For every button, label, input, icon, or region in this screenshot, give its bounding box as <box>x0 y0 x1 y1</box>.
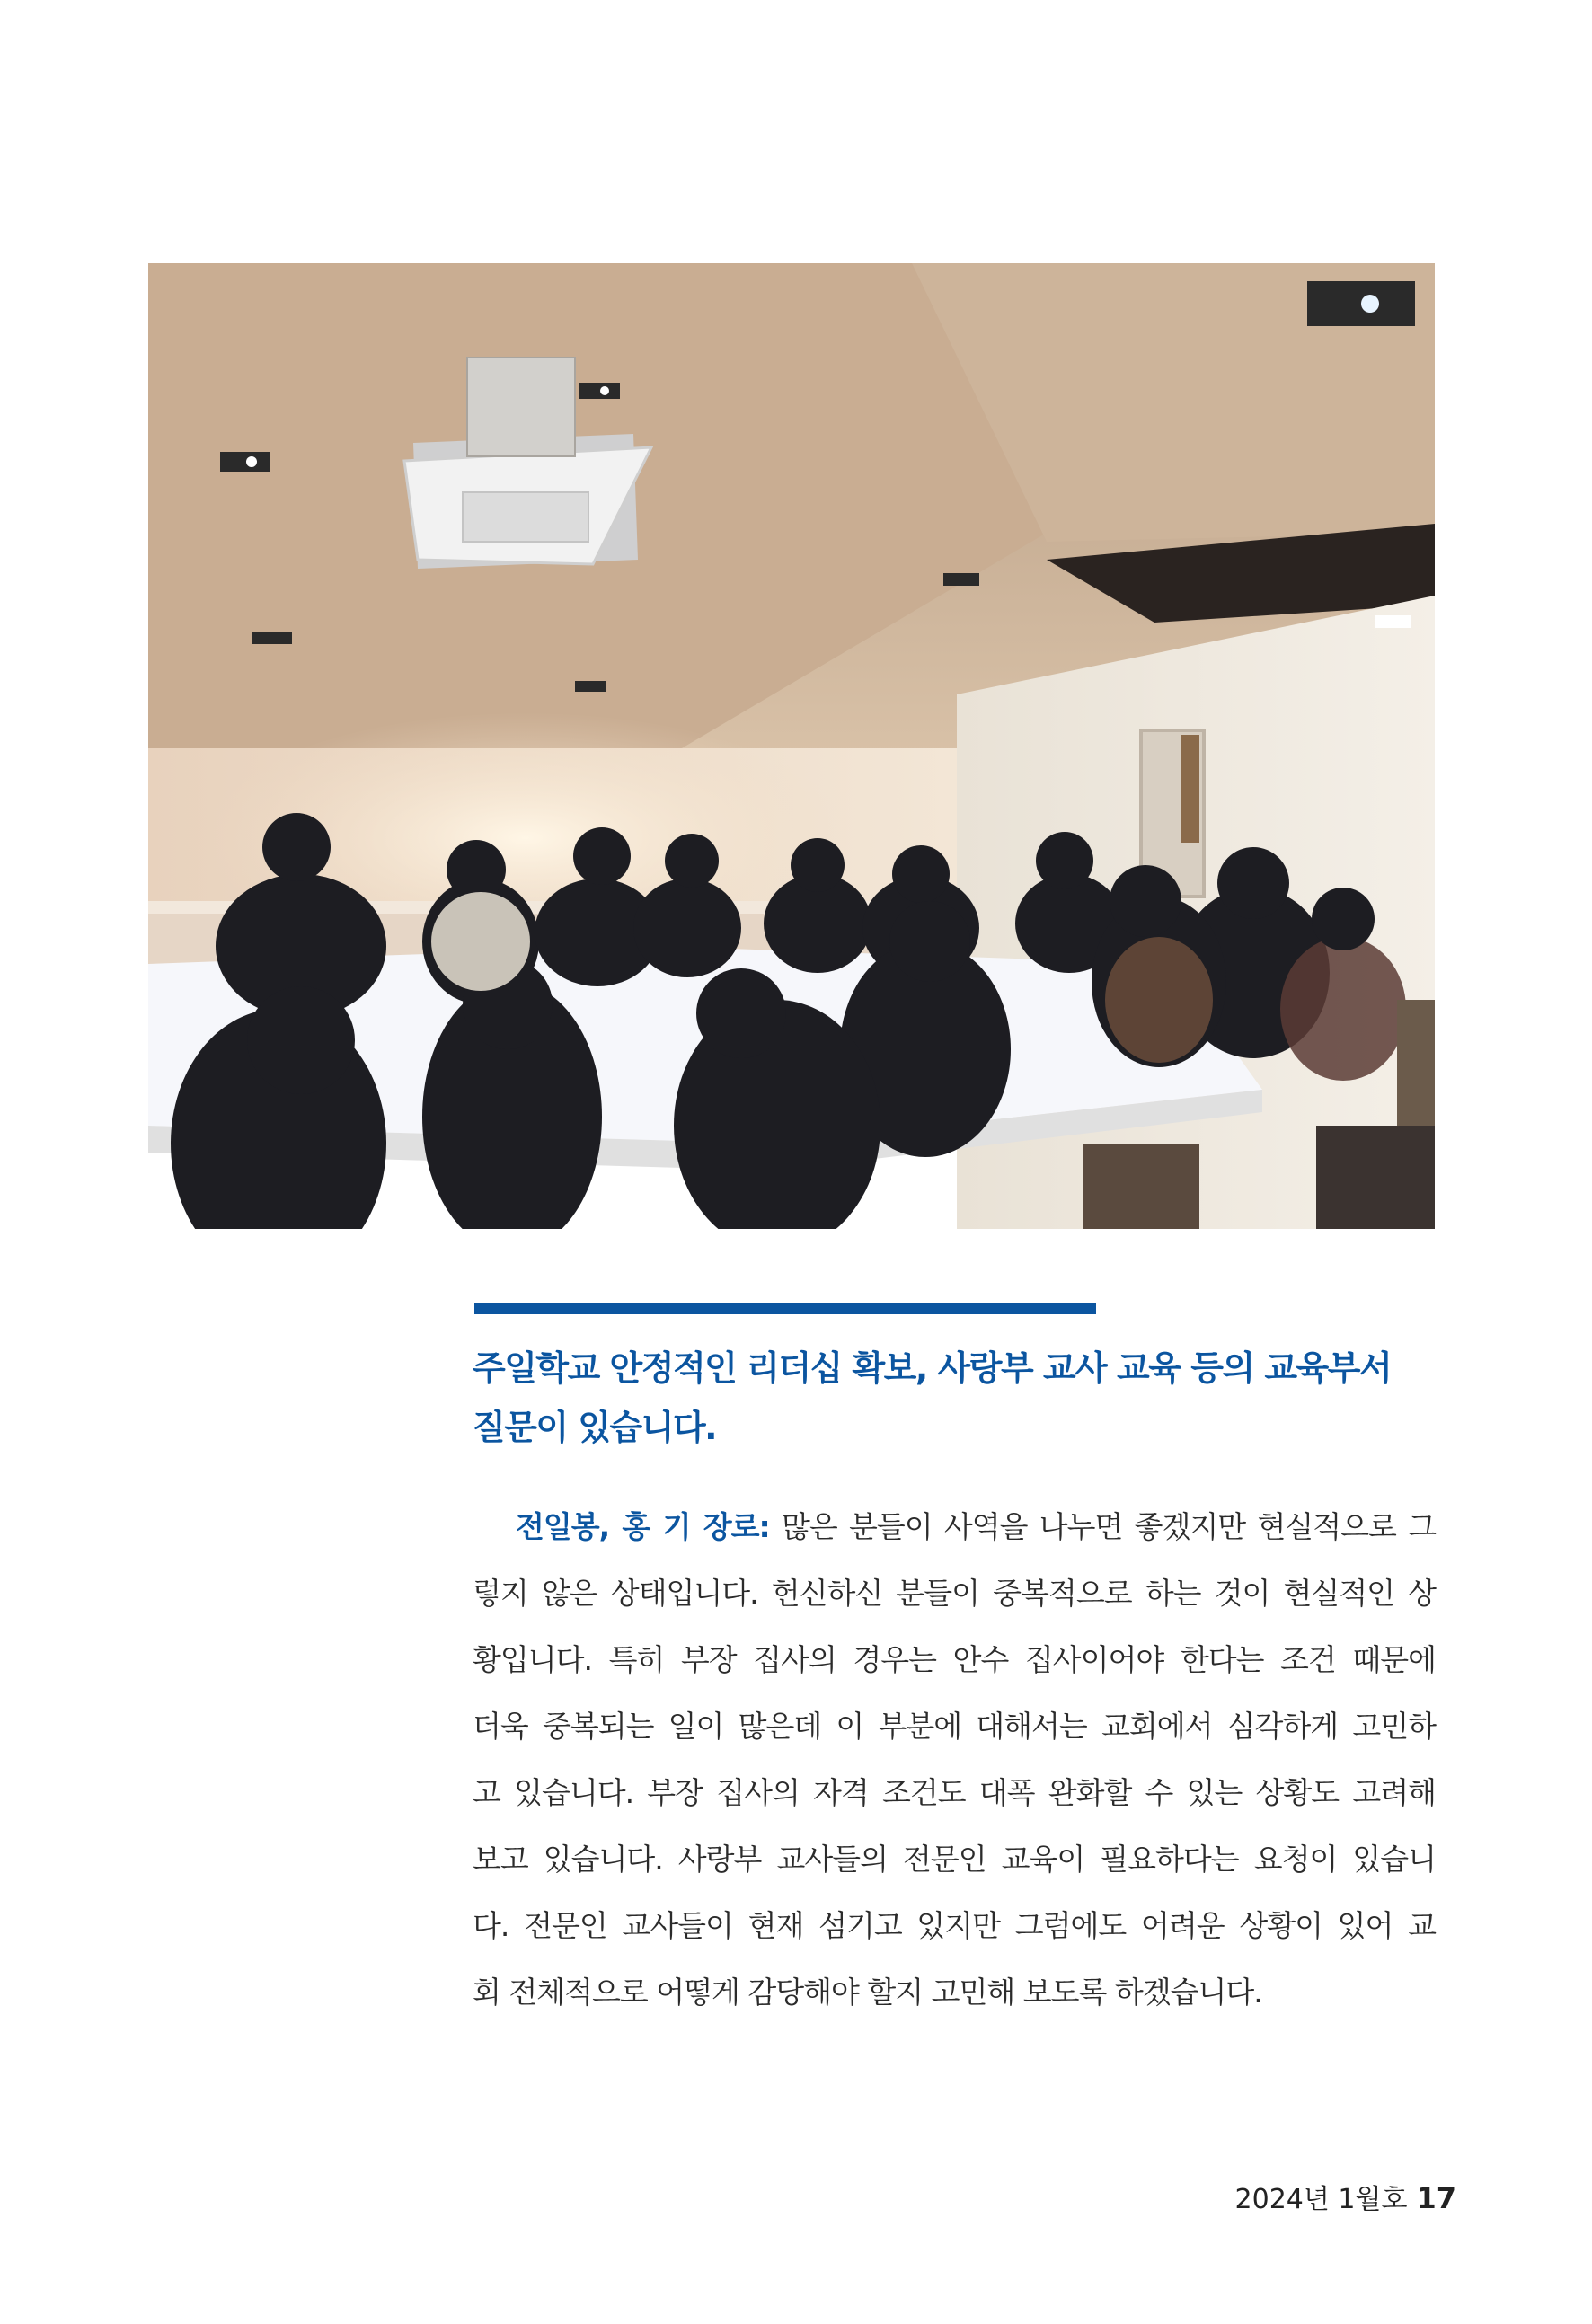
question-heading <box>473 1339 1443 1457</box>
speaker-name: 전일봉, 홍 기 장로: <box>516 1509 770 1544</box>
meeting-photo <box>148 263 1435 1229</box>
answer-line: 다. 전문인 교사들이 현재 섬기고 있지만 그럼에도 어려운 상황이 있어 교 <box>473 1908 1436 1943</box>
question-heading-line: 질문이 있습니다. <box>473 1408 717 1447</box>
answer-line: 렇지 않은 상태입니다. 헌신하신 분들이 중복적으로 하는 것이 현실적인 상 <box>473 1576 1436 1611</box>
answer-line: 황입니다. 특히 부장 집사의 경우는 안수 집사이어야 한다는 조건 때문에 <box>473 1642 1436 1677</box>
page-number: 17 <box>1416 2181 1456 2215</box>
answer-line: 회 전체적으로 어떻게 감당해야 할지 고민해 보도록 하겠습니다. <box>473 1975 1262 2010</box>
answer-line-text: 많은 분들이 사역을 나누면 좋겠지만 현실적으로 그 <box>769 1509 1436 1544</box>
page-footer <box>1235 2177 1456 2216</box>
answer-line: 더욱 중복되는 일이 많은데 이 부분에 대해서는 교회에서 심각하게 고민하 <box>473 1709 1436 1744</box>
answer-line: 보고 있습니다. 사랑부 교사들의 전문인 교육이 필요하다는 요청이 있습니 <box>473 1842 1436 1877</box>
meeting-photo-illustration <box>148 263 1435 1229</box>
issue-label: 2024년 1월호 <box>1234 2184 1408 2215</box>
answer-line <box>473 1494 1436 1560</box>
answer-line: 고 있습니다. 부장 집사의 자격 조건도 대폭 완화할 수 있는 상황도 고려해 <box>473 1775 1436 1810</box>
heading-rule <box>474 1303 1096 1314</box>
question-heading-line: 주일학교 안정적인 리더십 확보, 사랑부 교사 교육 등의 교육부서 <box>473 1348 1392 1388</box>
answer-paragraph <box>473 1494 1436 2026</box>
